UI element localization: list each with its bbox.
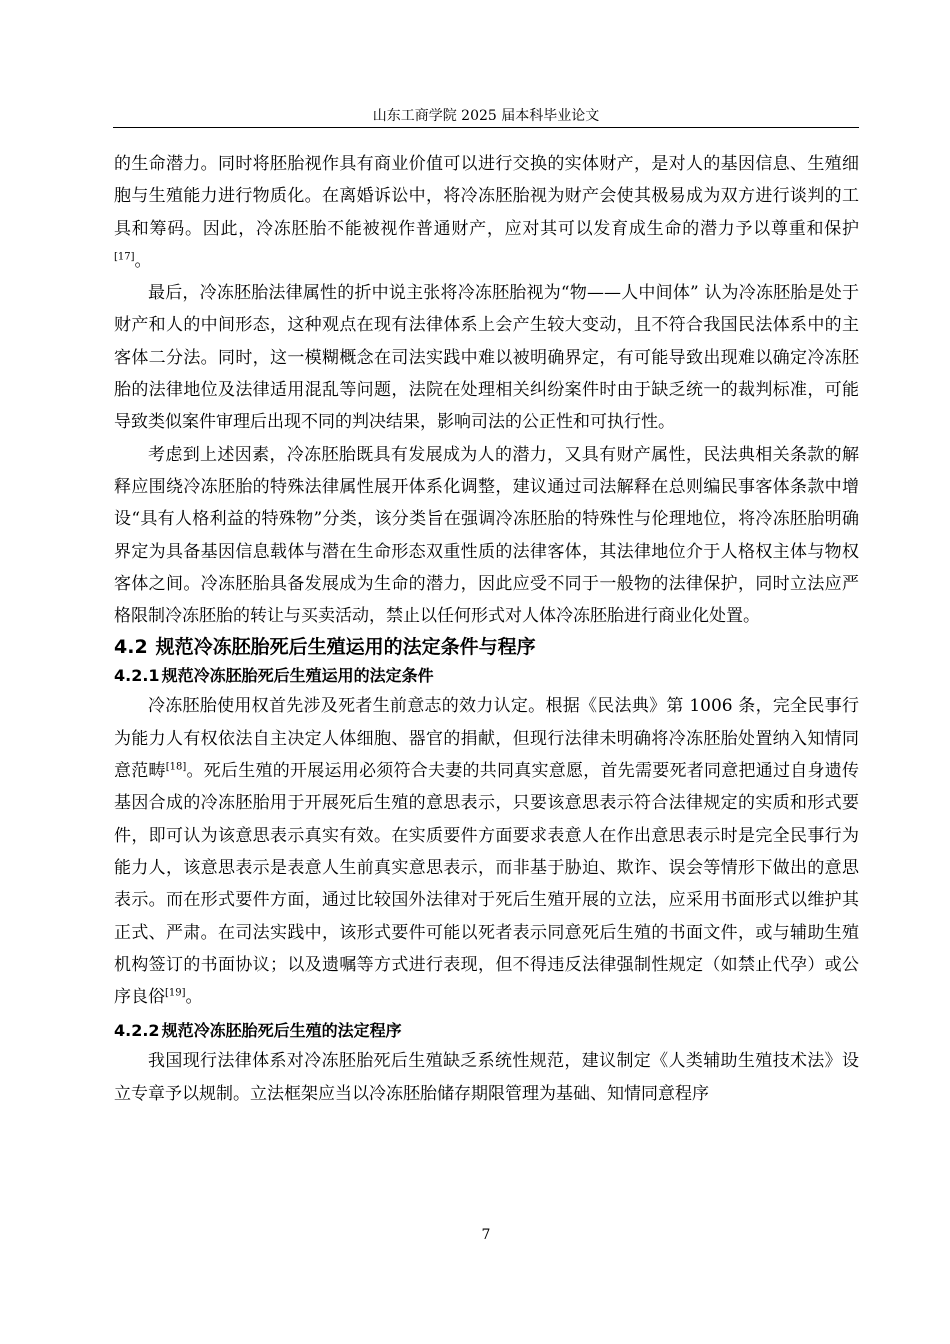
section-number: 4.2 xyxy=(114,636,148,659)
citation-ref: [17] xyxy=(114,251,135,263)
section-heading xyxy=(114,632,859,662)
paragraph-text-end: 。 xyxy=(134,250,152,271)
subsection-title: 规范冷冻胚胎死后生殖的法定程序 xyxy=(161,1021,402,1041)
page-number: 7 xyxy=(481,1227,491,1243)
paragraph-text-end: 。 xyxy=(185,987,203,1008)
paragraph-continued xyxy=(114,148,859,277)
subsection-number: 4.2.2 xyxy=(114,1021,160,1041)
subsection-title: 规范冷冻胚胎死后生殖运用的法定条件 xyxy=(161,666,434,686)
subsection-number: 4.2.1 xyxy=(114,666,160,686)
body-content xyxy=(114,148,859,1110)
section-title: 规范冷冻胚胎死后生殖运用的法定条件与程序 xyxy=(155,636,536,659)
running-header: 山东工商学院 2025 届本科毕业论文 xyxy=(372,108,600,124)
paragraph: 我国现行法律体系对冷冻胚胎死后生殖缺乏系统性规范，建议制定《人类辅助生殖技术法》设立专章予以规制。立法框架应当以冷冻胚胎储存期限管理为基础、知情同意程序 xyxy=(114,1051,859,1104)
paragraph-text: 。死后生殖的开展运用必须符合夫妻的共同真实意愿，首先需要死者同意把通过自身遗传基因合成的冷冻胚胎用于开展死后生殖的意思表示，只要该意思表示符合法律规定的实质和形式要件，即可认为该意思表示真实有效。在实质要件方面要求表意人在作出意思表示时是完全民事行为能力人，该意思表示是表意人生前真实意思表示，而非基于胁迫、欺诈、误会等情形下做出的意思表示。而在形式要件方面，通过比较国外法律对于死后生殖开展的立法，应采用书面形式以维护其正式、严肃。在司法实践中，该形式要件可能以死者表示同意死后生殖的书面文件，或与辅助生殖机构签订的书面协议；以及遗嘱等方式进行表现，但不得违反法律强制性规定（如禁止代孕）或公序良俗 xyxy=(114,761,860,1008)
header-divider xyxy=(113,127,859,128)
paragraph: 考虑到上述因素，冷冻胚胎既具有发展成为人的潜力，又具有财产属性，民法典相关条款的解释应围绕冷冻胚胎的特殊法律属性展开体系化调整，建议通过司法解释在总则编民事客体条款中增设“具有人格利益的特殊物”分类，该分类旨在强调冷冻胚胎的特殊性与伦理地位，将冷冻胚胎明确界定为具备基因信息载体与潜在生命形态双重性质的法律客体，其法律地位介于人格权主体与物权客体之间。冷冻胚胎具备发展成为生命的潜力，因此应受不同于一般物的法律保护，同时立法应严格限制冷冻胚胎的转让与买卖活动，禁止以任何形式对人体冷冻胚胎进行商业化处置。 xyxy=(114,444,859,627)
paragraph-text: 冷冻胚胎使用权首先涉及死者生前意志的效力认定。根据《民法典》第 1006 条，完全民事行为能力人有权依法自主决定人体细胞、器官的捐献，但现行法律未明确将冷冻胚胎处置纳入知情同意范畴 xyxy=(114,696,859,782)
subsection-heading xyxy=(114,1017,859,1045)
paragraph xyxy=(114,690,859,1013)
subsection-heading xyxy=(114,662,859,690)
paragraph: 最后，冷冻胚胎法律属性的折中说主张将冷冻胚胎视为“物——人中间体” 认为冷冻胚胎是处于财产和人的中间形态，这种观点在现有法律体系上会产生较大变动，且不符合我国民法体系中的主客体二分法。同时，这一模糊概念在司法实践中难以被明确界定，有可能导致出现难以确定冷冻胚胎的法律地位及法律适用混乱等问题，法院在处理相关纠纷案件时由于缺乏统一的裁判标准，可能导致类似案件审理后出现不同的判决结果，影响司法的公正性和可执行性。 xyxy=(114,283,859,433)
citation-ref: [18] xyxy=(165,761,187,773)
paragraph-text: 的生命潜力。同时将胚胎视作具有商业价值可以进行交换的实体财产，是对人的基因信息、生殖细胞与生殖能力进行物质化。在离婚诉讼中，将冷冻胚胎视为财产会使其极易成为双方进行谈判的工具和筹码。因此，冷冻胚胎不能被视作普通财产，应对其可以发育成生命的潜力予以尊重和保护 xyxy=(114,154,859,239)
citation-ref: [19] xyxy=(165,987,186,999)
